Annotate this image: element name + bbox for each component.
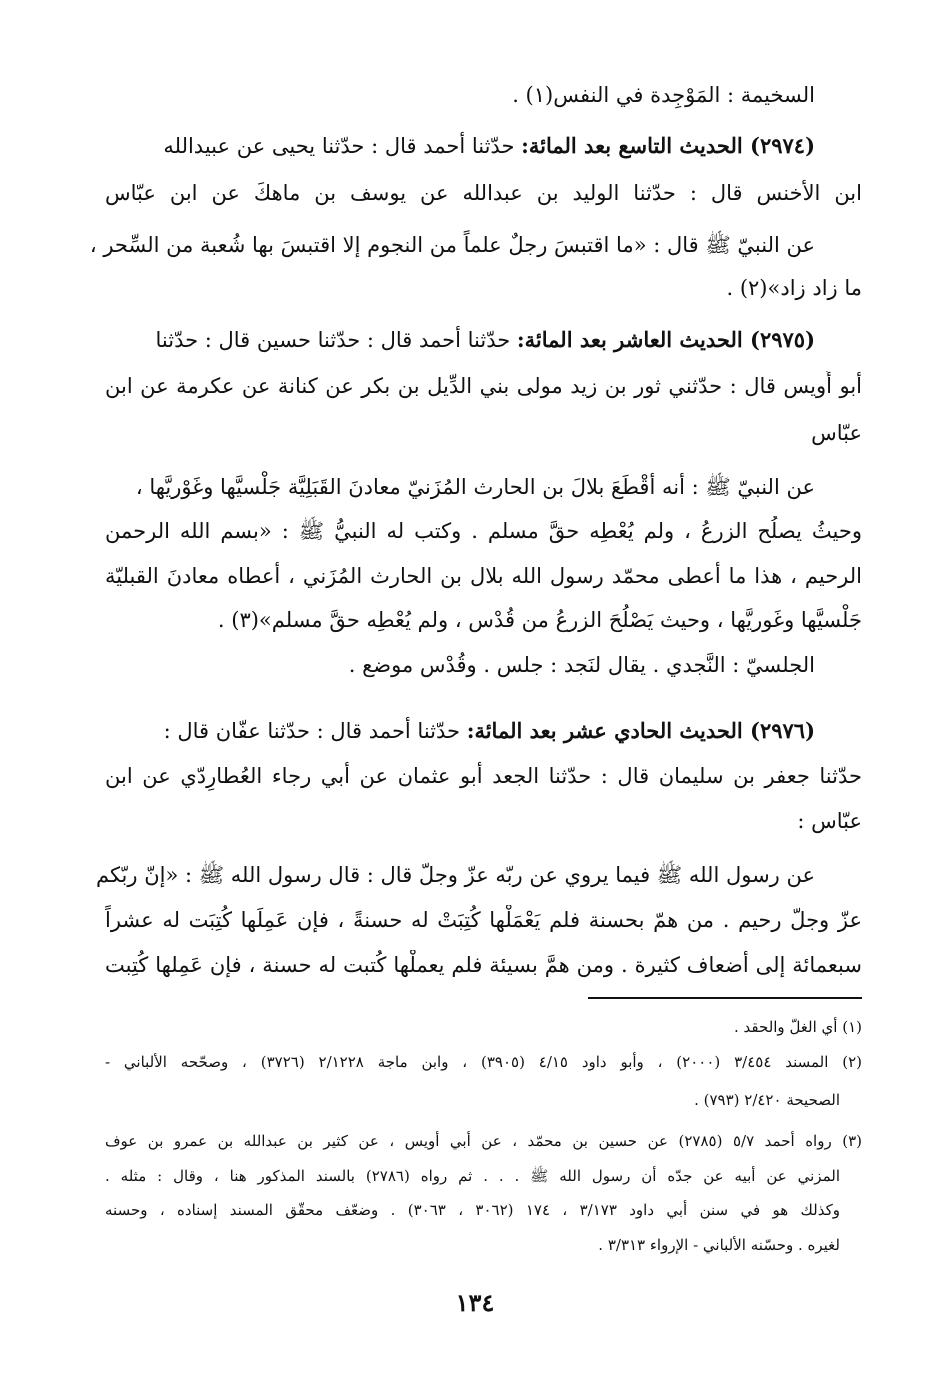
text-line: عزّ وجلّ رحيم . من همّ بحسنة فلم يَعْمَلْها كُتِبَتْ له حسنةً ، فإن عَمِلَها كُتِبَت له عشراً <box>105 908 862 932</box>
text-line: عن النبيّ ﷺ قال : «ما اقتبسَ رجلٌ علماً من النجوم إلا اقتبسَ بها شُعبة من السِّحر ، <box>89 233 815 257</box>
text-line: حدّثنا جعفر بن سليمان قال : حدّثنا الجعد أبو عثمان عن أبي رجاء العُطارِدّي عن ابن <box>105 764 862 788</box>
text-line: عبّاس : <box>797 809 862 833</box>
hadith-2974-heading <box>105 131 815 161</box>
text-line: عن رسول الله ﷺ فيما يروي عن ربّه عزّ وجلّ قال : قال رسول الله ﷺ : «إنّ ربّكم <box>95 863 815 887</box>
text-line: عبّاس <box>811 421 862 445</box>
text-line: سبعمائة إلى أضعاف كثيرة . ومن همَّ بسيئة فلم يعملْها كُتبت له حسنة ، فإن عَمِلها كُتِبت <box>105 953 862 977</box>
text-line: جَلْسيَّها وغَوريَّها ، وحيث يَصْلُحَ الزرعُ من قُدْس ، ولم يُعْطِه حقَّ مسلم»(٣) . <box>217 608 862 632</box>
isnad-text: حدّثنا أحمد قال : حدّثنا حسين قال : حدّثنا <box>155 328 517 352</box>
hadith-2976-heading <box>105 716 815 746</box>
hadith-number-title: (٢٩٧٥) الحديث العاشر بعد المائة: <box>516 327 815 352</box>
footnote-3-cont: المزني عن أبيه عن جدّه أن رسول الله ﷺ . . . ثم رواه (٢٧٨٦) بالسند المذكور هنا ، وقال : مثله . <box>105 1167 840 1185</box>
isnad-text: حدّثنا أحمد قال : حدّثنا يحيى عن عبيدالله <box>163 134 522 158</box>
page-number: ١٣٤ <box>455 1288 495 1317</box>
footnote-divider <box>588 997 862 999</box>
hadith-2975-heading <box>105 325 815 355</box>
footnote-3-cont: لغيره . وحسّنه الألباني - الإرواء ٣/٣١٣ . <box>598 1236 840 1254</box>
text-line: الجلسيّ : النَّجدي . يقال لنَجد : جلس . وقُدْس موضع . <box>348 653 815 677</box>
text-line: ابن الأخنس قال : حدّثنا الوليد بن عبدالله عن يوسف بن ماهكَ عن ابن عبّاس <box>105 181 862 205</box>
text-line: الرحيم ، هذا ما أعطى محمّد رسول الله بلال بن الحارث المُزَني ، أعطاه معادنَ القبليّة <box>105 564 862 588</box>
footnote-2: (٢) المسند ٣/٤٥٤ (٢٠٠٠) ، وأبو داود ٤/١٥ (٣٩٠٥) ، وابن ماجة ٢/١٢٢٨ (٣٧٢٦) ، وصحّحه الألباني - <box>105 1053 862 1071</box>
text-line: ما زاد زاد»(٢) . <box>726 276 862 300</box>
footnote-3-cont: وكذلك هو في سنن أبي داود ٣/١٧٣ ، ١٧٤ (٣٠٦٢ ، ٣٠٦٣) . وضعّف محقّق المسند إسناده ، وحسنه <box>105 1201 840 1219</box>
isnad-text: حدّثنا أحمد قال : حدّثنا عفّان قال : <box>163 719 467 743</box>
hadith-number-title: (٢٩٧٦) الحديث الحادي عشر بعد المائة: <box>466 718 815 743</box>
footnote-3: (٣) رواه أحمد ٥/٧ (٢٧٨٥) عن حسين بن محمّد ، عن أبي أويس ، عن كثير بن عبدالله بن عمرو بن عوف <box>105 1132 862 1150</box>
text-line: عن النبيّ ﷺ : أنه أقْطَعَ بلالَ بن الحارث المُزَنيّ معادنَ القَبَلِيَّة جَلْسيَّها وغَوْريَّها ، <box>135 475 815 499</box>
hadith-number-title: (٢٩٧٤) الحديث التاسع بعد المائة: <box>521 133 815 158</box>
footnote-2-cont: الصحيحة ٢/٤٢٠ (٧٩٣) . <box>694 1091 840 1109</box>
text-line: وحيثُ يصلُح الزرعُ ، ولم يُعْطِه حقَّ مسلم . وكتب له النبيُّ ﷺ : «بسم الله الرحمن <box>105 519 862 543</box>
text-line: السخيمة : المَوْجِدة في النفس(١) . <box>512 83 815 107</box>
text-line: أبو أُويس قال : حدّثني ثور بن زيد مولى بني الدِّيل بن بكر عن كنانة عن عكرمة عن ابن <box>105 374 862 398</box>
footnote-1: (١) أي الغلّ والحقد . <box>734 1018 862 1036</box>
